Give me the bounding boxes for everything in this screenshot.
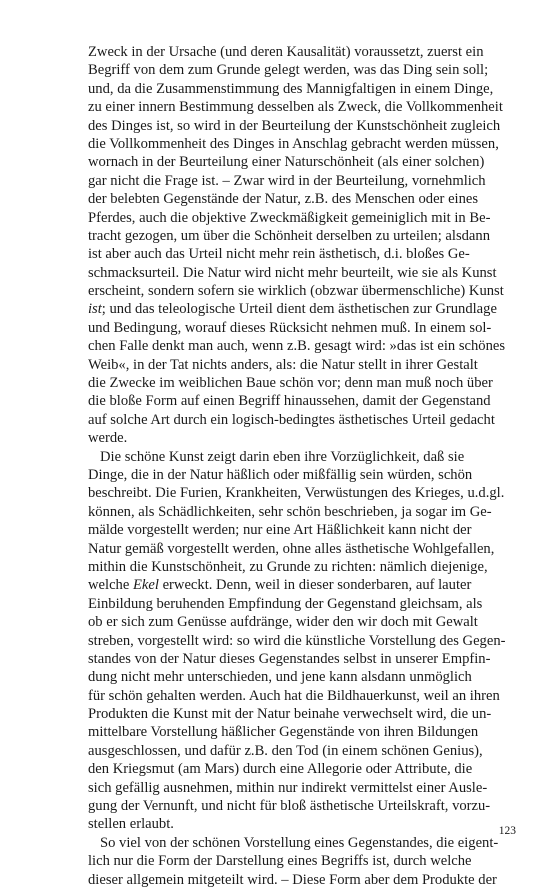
text-line: dung nicht mehr unterschieden, und jene kann alsdann unmöglich bbox=[88, 669, 472, 686]
text-line: Natur gemäß vorgestellt werden, ohne alles ästhetische Wohlgefallen, bbox=[88, 540, 495, 557]
text-line: ob er sich zum Genüsse aufdränge, wider den wir doch mit Gewalt bbox=[88, 614, 478, 631]
emphasized-word: ist bbox=[88, 301, 102, 318]
text-line: chen Falle denkt man auch, wenn z.B. gesagt wird: »das ist ein schönes bbox=[88, 338, 506, 355]
text-line: mithin die Kunstschönheit, zu Grunde zu richten: nämlich diejenige, bbox=[88, 558, 488, 575]
text-line: auf solche Art durch ein logisch-bedingtes ästhetisches Urteil gedacht bbox=[88, 411, 495, 428]
text-line: lich nur die Form der Darstellung eines Begriffs ist, durch welche bbox=[88, 853, 472, 870]
text-line: des Dinges ist, so wird in der Beurteilung der Kunstschönheit zugleich bbox=[88, 117, 501, 134]
emphasized-word: Ekel bbox=[132, 577, 159, 594]
text-line: standes von der Natur dieses Gegenstandes selbst in unserer Empfin- bbox=[88, 650, 491, 667]
text-line bbox=[88, 576, 472, 594]
text-line: stellen erlaubt. bbox=[88, 816, 174, 833]
text-line: Produkten die Kunst mit der Natur beinahe verwechselt wird, die un- bbox=[88, 706, 492, 723]
text-line: Zweck in der Ursache (und deren Kausalität) voraussetzt, zuerst ein bbox=[88, 44, 484, 60]
page-number: 123 bbox=[498, 825, 516, 837]
text-line: erscheint, sondern sofern sie wirklich (obzwar übermenschliche) Kunst bbox=[88, 283, 504, 300]
text-line: können, als Schädlichkeiten, sehr schön beschrieben, ja sogar im Ge- bbox=[88, 503, 492, 520]
text-line: der belebten Gegenstände der Natur, z.B. des Menschen oder eines bbox=[88, 191, 479, 208]
text-line: Begriff von dem zum Grunde gelegt werden, was das Ding sein soll; bbox=[88, 62, 489, 79]
text-segment: welche bbox=[88, 577, 133, 594]
text-line: Dinge, die in der Natur häßlich oder mißfällig sein würden, schön bbox=[88, 466, 473, 483]
text-line: sich gefällig ausnehmen, mithin nur indirekt vermittelst einer Ausle- bbox=[88, 779, 488, 796]
text-line: wornach in der Beurteilung einer Naturschönheit (als einer solchen) bbox=[88, 154, 485, 171]
text-line: streben, vorgestellt wird: so wird die künstliche Vorstellung des Gegen- bbox=[88, 632, 506, 649]
text-segment: ; und das teleologische Urteil dient dem ästhetischen zur Grundlage bbox=[101, 301, 497, 318]
text-line: gar nicht die Frage ist. – Zwar wird in der Beurteilung, vornehmlich bbox=[88, 172, 486, 189]
text-line: mälde vorgestellt werden; nur eine Art Häßlichkeit kann nicht der bbox=[88, 522, 472, 539]
text-line: ausgeschlossen, und dafür z.B. den Tod (in einem schönen Genius), bbox=[88, 742, 483, 759]
text-line: ist aber auch das Urteil nicht mehr rein ästhetisch, d.i. bloßes Ge- bbox=[88, 246, 470, 263]
text-line: werde. bbox=[88, 430, 128, 447]
text-line: tracht gezogen, um über die Schönheit derselben zu urteilen; alsdann bbox=[88, 227, 490, 244]
body-text bbox=[88, 43, 506, 889]
text-line: So viel von der schönen Vorstellung eines Gegenstandes, die eigent- bbox=[100, 834, 499, 851]
text-line: Die schöne Kunst zeigt darin eben ihre Vorzüglichkeit, daß sie bbox=[100, 448, 465, 465]
text-line: und Bedingung, worauf dieses Rücksicht nehmen muß. In einem sol- bbox=[88, 319, 492, 336]
text-line: gung der Vernunft, und nicht für bloß ästhetische Urteilskraft, vorzu- bbox=[88, 798, 491, 815]
text-line: schmacksurteil. Die Natur wird nicht mehr beurteilt, wie sie als Kunst bbox=[88, 264, 497, 281]
text-line: den Kriegsmut (am Mars) durch eine Allegorie oder Attribute, die bbox=[88, 761, 473, 778]
text-line: zu einer innern Bestimmung desselben als Zweck, die Vollkommenheit bbox=[88, 99, 503, 116]
text-segment: erweckt. Denn, weil in dieser sonderbaren, auf lauter bbox=[158, 577, 472, 594]
text-line: und, da die Zusammenstimmung des Mannigfaltigen in einem Dinge, bbox=[88, 80, 494, 97]
text-line: dieser allgemein mitgeteilt wird. – Diese Form aber dem Produkte der bbox=[88, 871, 497, 888]
text-line: die Zwecke im weiblichen Baue schön vor; denn man muß noch über bbox=[88, 375, 493, 392]
text-line: Pferdes, auch die objektive Zweckmäßigkeit gemeiniglich mit in Be- bbox=[88, 209, 491, 226]
text-line: Weib«, in der Tat nichts anders, als: die Natur stellt in ihrer Gestalt bbox=[88, 356, 478, 373]
text-line: die bloße Form auf einen Begriff hinaussehen, damit der Gegenstand bbox=[88, 393, 491, 410]
text-line: Einbildung beruhenden Empfindung der Gegenstand gleichsam, als bbox=[88, 595, 483, 612]
text-line bbox=[88, 300, 497, 318]
text-line: für schön gehalten werden. Auch hat die Bildhauerkunst, weil an ihren bbox=[88, 687, 500, 704]
text-line: beschreibt. Die Furien, Krankheiten, Verwüstungen des Krieges, u.d.gl. bbox=[88, 485, 505, 502]
text-line: mittelbare Vorstellung häßlicher Gegenstände von ihren Bildungen bbox=[88, 724, 479, 741]
text-line: die Vollkommenheit des Dinges in Anschlag gebracht werden müssen, bbox=[88, 135, 499, 152]
